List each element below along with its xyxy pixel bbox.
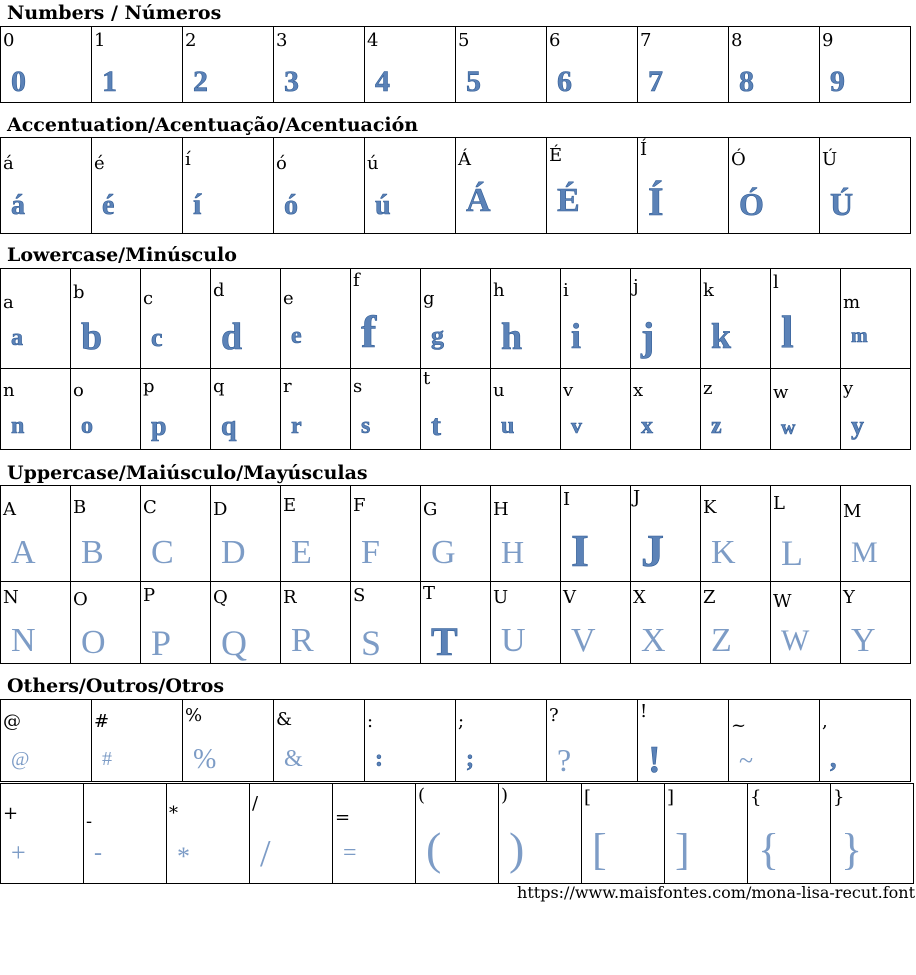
glyph-preview: +	[11, 838, 26, 867]
glyph-cell	[1, 369, 71, 450]
glyph-cell	[421, 269, 491, 369]
glyph-preview: o	[81, 413, 93, 439]
char-label: 1	[94, 30, 106, 51]
glyph-cell	[92, 27, 183, 103]
char-label: t	[423, 368, 431, 389]
char-label: a	[3, 292, 14, 313]
glyph-preview: E	[291, 534, 312, 571]
glyph-preview: ]	[675, 825, 690, 874]
char-label: X	[633, 587, 646, 608]
glyph-preview: @	[11, 748, 30, 770]
glyph-cell	[638, 138, 729, 234]
glyph-cell	[365, 700, 456, 782]
glyph-preview: -	[94, 840, 102, 866]
glyph-preview: S	[361, 623, 382, 663]
glyph-preview: 0	[11, 65, 26, 98]
glyph-preview: U	[501, 622, 526, 659]
glyph-preview: q	[221, 411, 237, 442]
char-label: Ó	[731, 149, 746, 170]
char-label: &	[276, 709, 293, 730]
char-label: U	[493, 587, 509, 608]
glyph-preview: 1	[102, 65, 117, 98]
glyph-preview: =	[343, 840, 357, 866]
glyph-cell	[729, 700, 820, 782]
char-label: ó	[276, 153, 287, 174]
glyph-preview: Ú	[830, 186, 854, 222]
char-label: w	[773, 382, 789, 403]
glyph-preview: c	[151, 323, 163, 352]
char-label: p	[143, 376, 155, 397]
glyph-cell	[547, 27, 638, 103]
glyph-preview: Y	[851, 622, 876, 659]
glyph-preview: [	[592, 825, 607, 874]
glyph-preview: ú	[375, 190, 391, 221]
glyph-cell	[701, 269, 771, 369]
glyph-cell	[1, 486, 71, 582]
glyph-cell	[638, 700, 729, 782]
glyph-cell	[1, 700, 92, 782]
char-label: n	[3, 380, 15, 401]
char-label: M	[843, 501, 862, 522]
glyph-preview: /	[260, 833, 271, 875]
glyph-cell	[841, 269, 911, 369]
char-label: @	[3, 711, 21, 732]
glyph-cell	[771, 486, 841, 582]
glyph-cell	[1, 27, 92, 103]
glyph-cell	[250, 784, 333, 884]
glyph-cell	[92, 700, 183, 782]
glyph-cell	[141, 369, 211, 450]
glyph-cell	[141, 486, 211, 582]
glyph-cell	[141, 582, 211, 664]
glyph-preview: #	[102, 748, 112, 770]
glyph-cell	[748, 784, 831, 884]
glyph-preview: p	[151, 411, 167, 442]
char-label: B	[73, 497, 87, 518]
glyph-preview: *	[177, 842, 190, 871]
char-label: V	[563, 587, 576, 608]
char-label: ~	[731, 715, 747, 736]
char-label: 9	[822, 30, 834, 51]
char-label: á	[3, 153, 14, 174]
glyph-preview: f	[361, 306, 377, 357]
glyph-preview: O	[81, 624, 106, 661]
char-label: )	[501, 785, 509, 806]
char-label: G	[423, 499, 438, 520]
char-label: c	[143, 288, 154, 309]
char-label: x	[633, 380, 644, 401]
others-table-2	[0, 783, 914, 884]
char-label: /	[252, 793, 259, 814]
glyph-preview: D	[221, 534, 246, 571]
glyph-cell	[491, 582, 561, 664]
source-url: https://www.maisfontes.com/mona-lisa-recut.font	[517, 883, 915, 902]
glyph-cell	[491, 269, 561, 369]
glyph-cell	[771, 369, 841, 450]
char-label: í	[185, 149, 191, 170]
table-row	[1, 138, 911, 234]
char-label: [	[584, 787, 592, 808]
glyph-cell	[665, 784, 748, 884]
char-label: F	[353, 495, 366, 516]
glyph-preview: P	[151, 623, 172, 663]
char-label: 6	[549, 30, 561, 51]
glyph-cell	[561, 369, 631, 450]
glyph-cell	[456, 700, 547, 782]
char-label: E	[283, 495, 297, 516]
glyph-cell	[771, 582, 841, 664]
char-label: e	[283, 288, 294, 309]
char-label: 5	[458, 30, 470, 51]
glyph-cell	[333, 784, 416, 884]
char-label: {	[750, 787, 762, 808]
glyph-cell	[416, 784, 499, 884]
table-row	[1, 582, 911, 664]
glyph-preview: )	[509, 823, 525, 874]
glyph-preview: Ó	[739, 186, 764, 222]
char-label: I	[563, 489, 571, 510]
glyph-cell	[701, 486, 771, 582]
table-row	[1, 700, 911, 782]
glyph-preview: K	[711, 534, 736, 571]
glyph-cell	[365, 138, 456, 234]
char-label: -	[86, 811, 93, 832]
glyph-preview: B	[81, 534, 104, 571]
glyph-preview: Z	[711, 622, 732, 659]
glyph-preview: R	[291, 622, 314, 659]
char-label: l	[773, 272, 779, 293]
char-label: b	[73, 282, 85, 303]
glyph-preview: 4	[375, 65, 390, 98]
glyph-preview: L	[781, 533, 803, 573]
glyph-preview: a	[11, 325, 23, 351]
char-label: Z	[703, 587, 716, 608]
glyph-preview: h	[501, 316, 523, 358]
glyph-preview: ,	[830, 744, 837, 773]
glyph-cell	[421, 582, 491, 664]
glyph-preview: M	[851, 536, 878, 569]
glyph-cell	[351, 369, 421, 450]
glyph-cell	[365, 27, 456, 103]
char-label: =	[335, 807, 351, 828]
char-label: 8	[731, 30, 743, 51]
char-label: #	[94, 711, 110, 732]
char-label: S	[353, 585, 366, 606]
glyph-cell	[71, 486, 141, 582]
uppercase-table	[0, 485, 911, 664]
section-heading-numbers: Numbers / Números	[7, 2, 222, 24]
glyph-preview: J	[641, 525, 664, 576]
glyph-cell	[281, 369, 351, 450]
glyph-preview: á	[11, 190, 25, 221]
glyph-cell	[211, 369, 281, 450]
glyph-preview: y	[851, 411, 864, 440]
glyph-cell	[281, 582, 351, 664]
glyph-preview: A	[11, 534, 36, 571]
char-label: z	[703, 378, 713, 399]
glyph-cell	[183, 700, 274, 782]
glyph-cell	[820, 700, 911, 782]
glyph-preview: X	[641, 622, 666, 659]
glyph-cell	[729, 27, 820, 103]
glyph-preview: x	[641, 413, 653, 439]
char-label: s	[353, 376, 363, 397]
glyph-cell	[421, 369, 491, 450]
char-label: N	[3, 587, 19, 608]
char-label: r	[283, 376, 292, 397]
glyph-cell	[841, 486, 911, 582]
glyph-preview: ó	[284, 190, 298, 221]
glyph-cell	[1, 582, 71, 664]
glyph-cell	[281, 486, 351, 582]
table-row	[1, 369, 911, 450]
glyph-cell	[84, 784, 167, 884]
glyph-preview: Á	[466, 182, 491, 219]
glyph-cell	[491, 369, 561, 450]
char-label: ú	[367, 153, 379, 174]
glyph-cell	[771, 269, 841, 369]
glyph-cell	[631, 486, 701, 582]
section-heading-uppercase: Uppercase/Maiúsculo/Mayúsculas	[7, 462, 368, 484]
char-label: T	[423, 583, 436, 604]
glyph-preview: ?	[557, 742, 572, 778]
glyph-preview: n	[11, 413, 25, 439]
char-label: Á	[458, 149, 471, 170]
glyph-preview: i	[571, 316, 582, 356]
char-label: H	[493, 499, 509, 520]
glyph-cell	[841, 582, 911, 664]
glyph-preview: k	[711, 316, 732, 356]
char-label: m	[843, 292, 861, 313]
char-label: :	[367, 711, 374, 732]
glyph-preview: d	[221, 316, 243, 358]
char-label: v	[563, 380, 574, 401]
char-label: (	[418, 785, 426, 806]
char-label: d	[213, 280, 225, 301]
char-label: É	[549, 145, 563, 166]
glyph-cell	[211, 486, 281, 582]
char-label: !	[640, 701, 648, 722]
char-label: 7	[640, 30, 652, 51]
char-label: W	[773, 591, 792, 612]
char-label: 4	[367, 30, 379, 51]
glyph-preview: W	[781, 624, 810, 657]
others-table-1	[0, 699, 911, 782]
glyph-preview: %	[193, 744, 217, 775]
char-label: J	[633, 487, 641, 508]
glyph-cell	[167, 784, 250, 884]
char-label: 3	[276, 30, 288, 51]
char-label: A	[3, 499, 16, 520]
glyph-cell	[561, 486, 631, 582]
glyph-preview: I	[571, 525, 589, 576]
char-label: K	[703, 497, 717, 518]
glyph-preview: w	[781, 417, 796, 439]
char-label: +	[3, 803, 19, 824]
glyph-cell	[351, 582, 421, 664]
numbers-table	[0, 26, 911, 103]
glyph-cell	[820, 27, 911, 103]
glyph-cell	[1, 138, 92, 234]
glyph-preview: {	[758, 825, 780, 874]
table-row	[1, 784, 914, 884]
glyph-preview: z	[711, 413, 722, 439]
accents-table	[0, 137, 911, 234]
glyph-cell	[701, 369, 771, 450]
char-label: u	[493, 380, 505, 401]
glyph-cell	[1, 269, 71, 369]
char-label: j	[633, 276, 639, 297]
char-label: é	[94, 153, 105, 174]
glyph-cell	[71, 269, 141, 369]
glyph-preview: C	[151, 534, 174, 571]
glyph-preview: 3	[284, 65, 299, 98]
glyph-cell	[183, 27, 274, 103]
char-label: o	[73, 380, 84, 401]
section-heading-others: Others/Outros/Otros	[7, 675, 225, 697]
glyph-preview: É	[557, 182, 580, 219]
char-label: C	[143, 497, 157, 518]
char-label: h	[493, 280, 505, 301]
glyph-preview: é	[102, 190, 115, 221]
glyph-cell	[456, 138, 547, 234]
glyph-preview: ~	[739, 746, 754, 775]
glyph-preview: 9	[830, 65, 845, 98]
glyph-preview: !	[648, 739, 661, 781]
glyph-preview: í	[193, 188, 202, 221]
glyph-cell	[274, 27, 365, 103]
glyph-cell	[211, 269, 281, 369]
glyph-preview: v	[571, 413, 582, 438]
glyph-cell	[351, 486, 421, 582]
glyph-preview: :	[375, 746, 383, 772]
char-label: D	[213, 499, 228, 520]
glyph-preview: V	[571, 622, 596, 659]
glyph-preview: &	[284, 746, 303, 772]
glyph-cell	[499, 784, 582, 884]
glyph-preview: }	[841, 825, 863, 874]
glyph-preview: T	[431, 619, 458, 664]
section-heading-lowercase: Lowercase/Minúsculo	[7, 244, 237, 266]
char-label: k	[703, 280, 714, 301]
glyph-preview: e	[291, 323, 302, 349]
glyph-cell	[71, 582, 141, 664]
char-label: Q	[213, 587, 228, 608]
char-label: L	[773, 493, 785, 514]
char-label: q	[213, 376, 225, 397]
glyph-preview: Q	[221, 623, 247, 663]
glyph-preview: 5	[466, 65, 481, 98]
glyph-cell	[1, 784, 84, 884]
char-label: ]	[667, 787, 675, 808]
glyph-preview: g	[431, 321, 444, 350]
char-label: %	[185, 705, 203, 726]
glyph-preview: t	[431, 409, 441, 442]
glyph-cell	[183, 138, 274, 234]
glyph-cell	[820, 138, 911, 234]
glyph-cell	[631, 582, 701, 664]
glyph-preview: H	[501, 534, 525, 570]
char-label: y	[843, 378, 854, 399]
glyph-preview: 7	[648, 65, 663, 98]
char-label: g	[423, 288, 435, 309]
glyph-cell	[631, 269, 701, 369]
glyph-cell	[582, 784, 665, 884]
glyph-cell	[456, 27, 547, 103]
glyph-cell	[701, 582, 771, 664]
char-label: }	[833, 787, 845, 808]
glyph-cell	[841, 369, 911, 450]
char-label: ;	[458, 711, 465, 732]
char-label: O	[73, 589, 88, 610]
glyph-cell	[831, 784, 914, 884]
glyph-preview: 2	[193, 65, 208, 98]
glyph-cell	[638, 27, 729, 103]
glyph-cell	[281, 269, 351, 369]
glyph-preview: b	[81, 316, 103, 358]
char-label: *	[169, 803, 178, 824]
glyph-preview: G	[431, 534, 456, 571]
glyph-preview: ;	[466, 746, 474, 772]
glyph-cell	[631, 369, 701, 450]
glyph-cell	[274, 138, 365, 234]
char-label: Y	[843, 587, 855, 608]
glyph-cell	[71, 369, 141, 450]
glyph-cell	[211, 582, 281, 664]
section-heading-accentuation: Accentuation/Acentuação/Acentuación	[7, 114, 419, 136]
char-label: R	[283, 587, 297, 608]
char-label: ,	[822, 711, 828, 732]
glyph-preview: F	[361, 534, 380, 571]
char-label: 2	[185, 30, 197, 51]
glyph-cell	[491, 486, 561, 582]
char-label: 0	[3, 30, 15, 51]
glyph-cell	[561, 582, 631, 664]
char-label: Ú	[822, 149, 838, 170]
glyph-preview: m	[851, 325, 868, 347]
char-label: i	[563, 280, 569, 301]
char-label: P	[143, 585, 156, 606]
glyph-cell	[561, 269, 631, 369]
table-row	[1, 486, 911, 582]
glyph-cell	[274, 700, 365, 782]
glyph-preview: Í	[648, 179, 664, 224]
char-label: f	[353, 270, 360, 291]
glyph-preview: (	[426, 823, 442, 874]
glyph-preview: N	[11, 622, 36, 659]
char-label: ?	[549, 705, 559, 726]
glyph-preview: r	[291, 413, 302, 439]
glyph-preview: 8	[739, 65, 754, 98]
glyph-cell	[141, 269, 211, 369]
glyph-preview: 6	[557, 65, 572, 98]
glyph-cell	[351, 269, 421, 369]
glyph-cell	[547, 700, 638, 782]
glyph-cell	[547, 138, 638, 234]
glyph-preview: u	[501, 413, 515, 439]
glyph-cell	[92, 138, 183, 234]
lowercase-table	[0, 268, 911, 450]
table-row	[1, 269, 911, 369]
glyph-preview: l	[781, 306, 794, 357]
glyph-cell	[421, 486, 491, 582]
char-label: Í	[640, 139, 648, 160]
glyph-preview: j	[641, 314, 655, 359]
table-row	[1, 27, 911, 103]
glyph-preview: s	[361, 413, 371, 439]
glyph-cell	[729, 138, 820, 234]
